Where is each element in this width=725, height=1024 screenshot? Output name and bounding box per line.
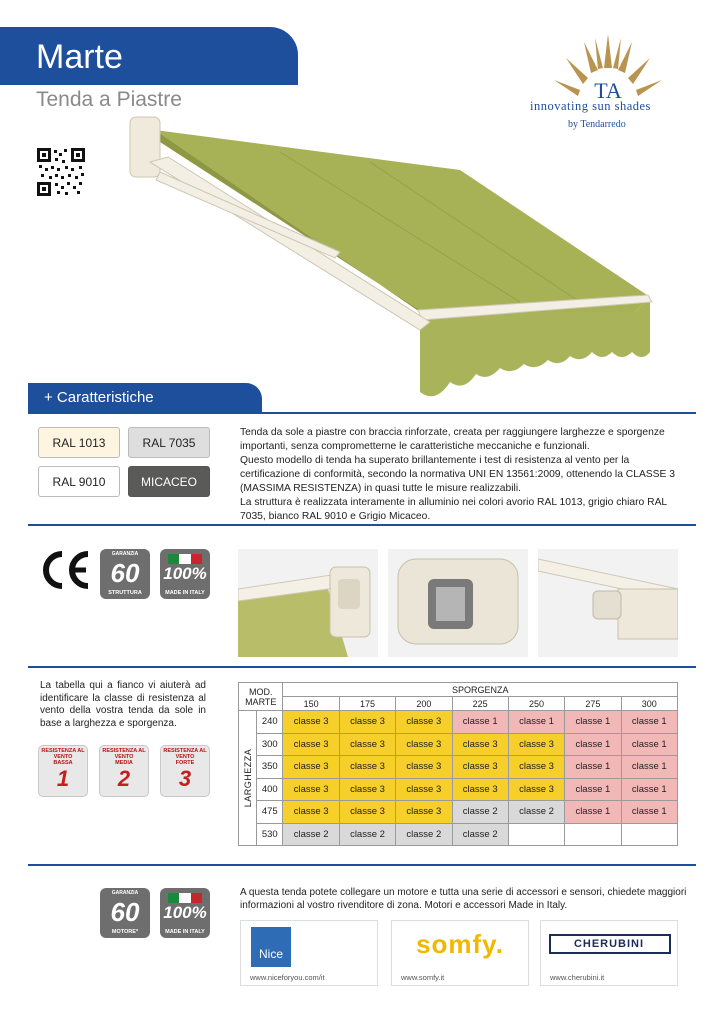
- section-title: + Caratteristiche: [44, 389, 154, 406]
- wall-plate: [130, 117, 160, 177]
- divider: [28, 864, 696, 866]
- table-row-header: 475: [257, 801, 283, 824]
- table-cell: classe 3: [396, 733, 452, 756]
- accessories-text: A questa tenda potete collegare un motore e tutta una serie di accessori e sensori, chiedete maggiori informazioni al vostro rivenditore di zona. Motori e accessori Made in Italy.: [240, 887, 687, 911]
- badge-number: 100%: [163, 903, 207, 922]
- page-title: Marte: [36, 38, 123, 76]
- table-cell: classe 3: [283, 711, 339, 734]
- italy-flag-icon: [168, 554, 202, 564]
- wind-class-badge-1: [38, 745, 88, 797]
- feature-description: [240, 426, 690, 524]
- wind-number: 1: [56, 766, 70, 791]
- italy-flag-icon: [168, 893, 202, 903]
- table-cell: classe 3: [452, 756, 508, 779]
- table-col-header: 250: [508, 697, 564, 711]
- wind-class-badge-2: [99, 745, 149, 797]
- table-cell: classe 1: [621, 733, 677, 756]
- brand-card-cherubini[interactable]: [540, 920, 678, 986]
- table-row-header: 350: [257, 756, 283, 779]
- table-row-header: 300: [257, 733, 283, 756]
- table-intro: La tabella qui a fianco vi aiuterà ad identificare la classe di resistenza al vento della vostra tenda da sole in base a larghezza e sporgenza.: [40, 680, 206, 729]
- table-col-header: 300: [621, 697, 677, 711]
- badge-bottom-label: STRUTTURA: [108, 590, 142, 596]
- table-cell: classe 3: [452, 733, 508, 756]
- brand-card-somfy[interactable]: [391, 920, 529, 986]
- detail-photo-mount: [538, 549, 678, 657]
- table-col-header: 175: [339, 697, 395, 711]
- table-cell: [621, 823, 677, 846]
- detail-photo-bracket: [238, 549, 378, 657]
- table-col-header: 225: [452, 697, 508, 711]
- table-cell: [508, 823, 564, 846]
- table-cell: classe 1: [621, 711, 677, 734]
- table-row: [239, 733, 678, 756]
- table-cell: classe 3: [396, 711, 452, 734]
- badge-number: 60: [110, 897, 140, 927]
- table-cell: classe 3: [508, 778, 564, 801]
- wind-label: RESISTENZA AL VENTO FORTE: [163, 748, 207, 766]
- table-row-header: 240: [257, 711, 283, 734]
- table-row: [239, 778, 678, 801]
- table-row-header: 400: [257, 778, 283, 801]
- qr-code-icon[interactable]: [37, 148, 85, 196]
- table-row-header: 530: [257, 823, 283, 846]
- warranty-structure-badge: [100, 549, 150, 599]
- table-cell: classe 2: [452, 823, 508, 846]
- wind-resistance-table: [238, 682, 678, 846]
- table-row: [239, 756, 678, 779]
- table-cell: classe 1: [508, 711, 564, 734]
- table-cell: classe 3: [396, 801, 452, 824]
- table-cell: classe 3: [396, 778, 452, 801]
- table-cell: classe 1: [565, 756, 621, 779]
- wind-label: RESISTENZA AL VENTO MEDIA: [102, 748, 146, 766]
- table-cell: classe 1: [565, 778, 621, 801]
- table-cell: classe 3: [283, 801, 339, 824]
- table-col-group: SPORGENZA: [283, 683, 678, 697]
- table-col-header: 200: [396, 697, 452, 711]
- brand-url[interactable]: www.niceforyou.com/it: [250, 973, 325, 982]
- table-cell: classe 2: [283, 823, 339, 846]
- table-cell: classe 3: [339, 711, 395, 734]
- badge-bottom-label: MOTORE*: [111, 929, 139, 935]
- brand-card-nice[interactable]: [240, 920, 378, 986]
- logo-by: by Tendarredo: [568, 119, 626, 130]
- table-cell: classe 3: [283, 778, 339, 801]
- badge-number: 100%: [163, 564, 207, 583]
- divider: [28, 524, 696, 526]
- color-swatch-ral-7035[interactable]: RAL 7035: [128, 427, 210, 458]
- awning-canopy: [155, 130, 650, 312]
- table-cell: classe 3: [508, 733, 564, 756]
- badge-bottom-label: MADE IN ITALY: [165, 590, 205, 596]
- page-subtitle: Tenda a Piastre: [36, 88, 182, 111]
- table-cell: [565, 823, 621, 846]
- nice-logo: Nice: [251, 927, 291, 967]
- table-row-group: LARGHEZZA: [239, 711, 257, 846]
- color-swatch-micaceo[interactable]: MICACEO: [128, 466, 210, 497]
- desc-paragraph: Questo modello di tenda ha superato brillantemente i test di resistenza al vento per la certificazione di conformità, secondo la normativa UNI EN 13561:2009, ottenendo la CLASSE 3 (MASSIMA RESISTENZA) in quasi tutte le misure realizzabili.: [240, 455, 676, 494]
- table-cell: classe 1: [621, 801, 677, 824]
- table-model-cell: MOD. MARTE: [239, 683, 283, 711]
- brand-url[interactable]: www.somfy.it: [401, 973, 445, 982]
- divider: [28, 666, 696, 668]
- table-cell: classe 2: [508, 801, 564, 824]
- made-in-italy-badge: [160, 549, 210, 599]
- badge-top-label: GARANZIA: [111, 890, 139, 896]
- badge-bottom-label: MADE IN ITALY: [165, 929, 205, 935]
- made-in-italy-badge: [160, 888, 210, 938]
- table-cell: classe 3: [452, 778, 508, 801]
- table-col-header: 150: [283, 697, 339, 711]
- color-swatch-ral-9010[interactable]: RAL 9010: [38, 466, 120, 497]
- ce-mark-icon: [38, 548, 94, 592]
- table-row: [239, 823, 678, 846]
- warranty-motor-badge: [100, 888, 150, 938]
- cherubini-logo: CHERUBINI: [573, 938, 645, 950]
- table-cell: classe 1: [565, 711, 621, 734]
- wind-class-badge-3: [160, 745, 210, 797]
- wind-label: RESISTENZA AL VENTO BASSA: [41, 748, 85, 766]
- badge-number: 60: [110, 558, 140, 588]
- table-cell: classe 3: [339, 778, 395, 801]
- badge-top-label: GARANZIA: [111, 551, 139, 557]
- table-cell: classe 3: [283, 733, 339, 756]
- table-row: [239, 801, 678, 824]
- table-cell: classe 3: [283, 756, 339, 779]
- table-cell: classe 2: [396, 823, 452, 846]
- somfy-logo: somfy.: [416, 929, 504, 959]
- table-cell: classe 3: [339, 733, 395, 756]
- logo-tagline: innovating sun shades: [530, 99, 651, 113]
- color-swatch-ral-1013[interactable]: RAL 1013: [38, 427, 120, 458]
- table-cell: classe 3: [396, 756, 452, 779]
- table-col-header: 275: [565, 697, 621, 711]
- table-cell: classe 1: [621, 756, 677, 779]
- desc-paragraph: La struttura è realizzata interamente in alluminio nei colori avorio RAL 1013, grigio chiaro RAL 7035, bianco RAL 9010 e Grigio Micaceo.: [240, 497, 667, 522]
- table-cell: classe 3: [339, 801, 395, 824]
- section-divider: [28, 412, 696, 414]
- table-cell: classe 1: [565, 801, 621, 824]
- desc-paragraph: Tenda da sole a piastre con braccia rinforzate, creata per raggiungere larghezze e sporgenze importanti, senza comprometterne le caratteristiche meccaniche e funzionali.: [240, 427, 665, 452]
- table-row: [239, 711, 678, 734]
- logo-monogram: TA: [594, 78, 622, 103]
- table-cell: classe 3: [508, 756, 564, 779]
- table-cell: classe 2: [452, 801, 508, 824]
- wind-number: 2: [117, 766, 131, 791]
- brand-url[interactable]: www.cherubini.it: [550, 973, 605, 982]
- table-cell: classe 3: [339, 756, 395, 779]
- awning-hero-image: [120, 112, 690, 412]
- table-cell: classe 1: [565, 733, 621, 756]
- table-cell: classe 1: [621, 778, 677, 801]
- detail-photo-arm-joint: [388, 549, 528, 657]
- table-cell: classe 1: [452, 711, 508, 734]
- wind-number: 3: [178, 766, 192, 791]
- table-cell: classe 2: [339, 823, 395, 846]
